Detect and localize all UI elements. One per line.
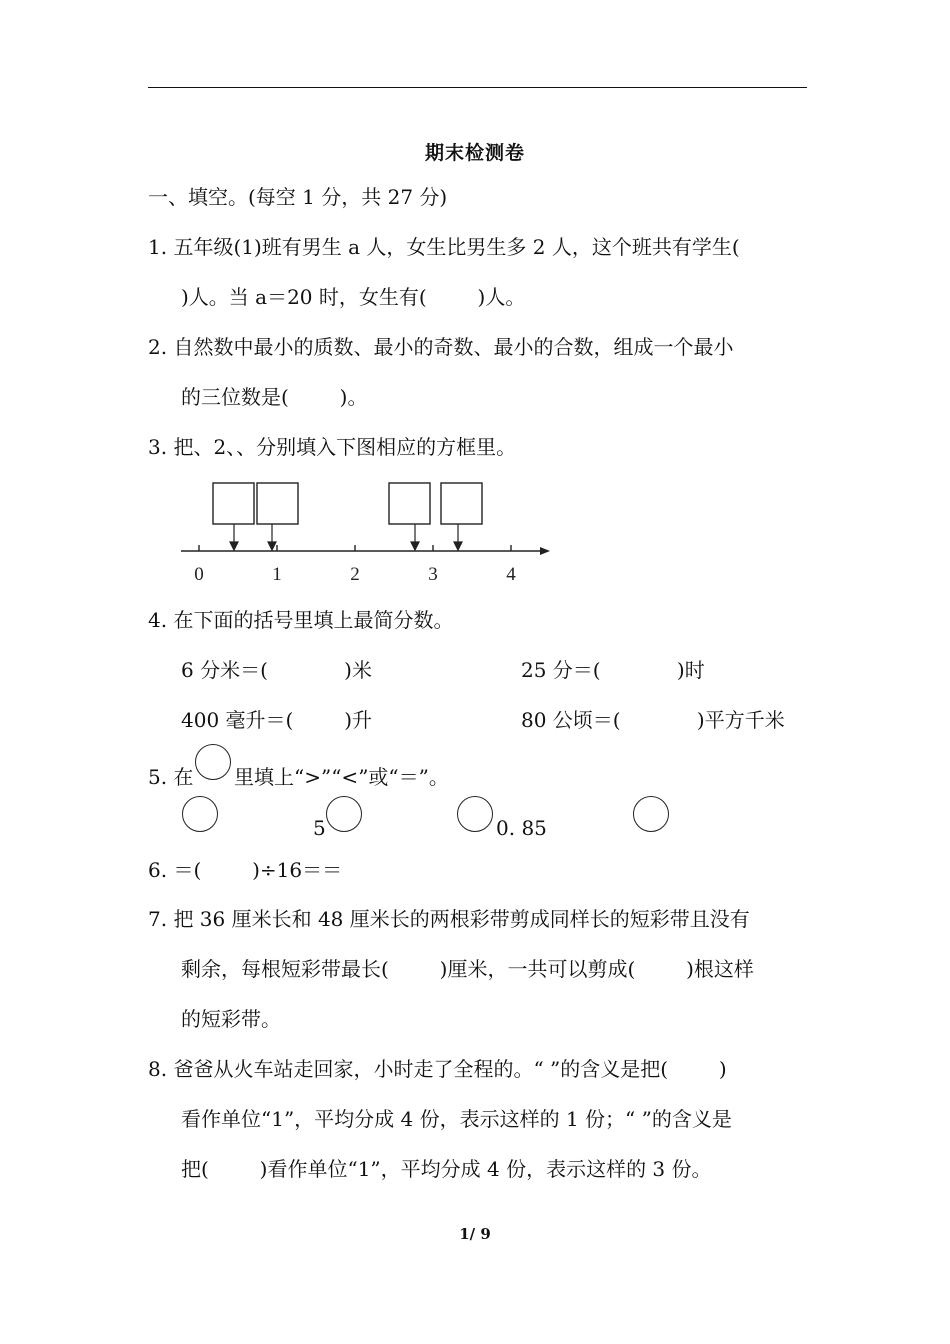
q1-line1: 1. 五年级(1)班有男生 a 人，女生比男生多 2 人，这个班共有学生( [148, 235, 740, 259]
q2-line2: 的三位数是( )。 [181, 385, 368, 409]
section-heading: 一、填空。(每空 1 分，共 27 分) [148, 185, 448, 209]
q5-item: 0. 85 [496, 816, 547, 840]
answer-box-4 [441, 483, 482, 524]
header-rule [148, 87, 807, 88]
q6-text: 6. ＝( )÷16＝＝ [148, 858, 343, 882]
compare-circle[interactable] [633, 796, 669, 832]
compare-circle-example [195, 744, 231, 780]
q4-text: 4. 在下面的括号里填上最简分数。 [148, 608, 454, 632]
tick-label: 2 [350, 564, 360, 585]
compare-circle[interactable] [326, 796, 362, 832]
answer-box-2 [257, 483, 298, 524]
answer-box-1 [213, 483, 254, 524]
q4-item-c: 400 毫升＝( )升 [181, 708, 372, 732]
q7-line2: 剩余，每根短彩带最长( )厘米，一共可以剪成( )根这样 [181, 957, 754, 981]
page-title: 期末检测卷 [424, 142, 525, 164]
tick-label: 0 [194, 564, 204, 585]
q5-item: 5 [313, 816, 326, 840]
number-line-diagram [0, 478, 950, 588]
compare-circle[interactable] [457, 796, 493, 832]
axis-arrow [540, 547, 550, 555]
tick-label: 4 [506, 564, 516, 585]
tick-label: 3 [428, 564, 438, 585]
q3-text: 3. 把、2、、分别填入下图相应的方框里。 [148, 435, 517, 459]
q8-line1: 8. 爸爸从火车站走回家，小时走了全程的。“ ”的含义是把( ) [148, 1057, 727, 1081]
q5-suffix: 里填上“>”“<”或“＝”。 [234, 765, 449, 789]
q4-item-d: 80 公顷＝( )平方千米 [521, 708, 785, 732]
q4-item-b: 25 分＝( )时 [521, 658, 705, 682]
answer-box-3 [389, 483, 430, 524]
q2-line1: 2. 自然数中最小的质数、最小的奇数、最小的合数，组成一个最小 [148, 335, 734, 359]
q5-prefix: 5. 在 [148, 765, 194, 789]
tick-label: 1 [272, 564, 282, 585]
q7-line3: 的短彩带。 [181, 1007, 281, 1031]
q1-line2: )人。当 a＝20 时，女生有( )人。 [181, 285, 526, 309]
q8-line2: 看作单位“1”，平均分成 4 份，表示这样的 1 份；“ ”的含义是 [181, 1107, 732, 1131]
compare-circle[interactable] [182, 796, 218, 832]
q4-item-a: 6 分米＝( )米 [181, 658, 372, 682]
page-number: 1/ 9 [459, 1225, 491, 1243]
q7-line1: 7. 把 36 厘米长和 48 厘米长的两根彩带剪成同样长的短彩带且没有 [148, 907, 750, 931]
q8-line3: 把( )看作单位“1”，平均分成 4 份，表示这样的 3 份。 [181, 1157, 712, 1181]
